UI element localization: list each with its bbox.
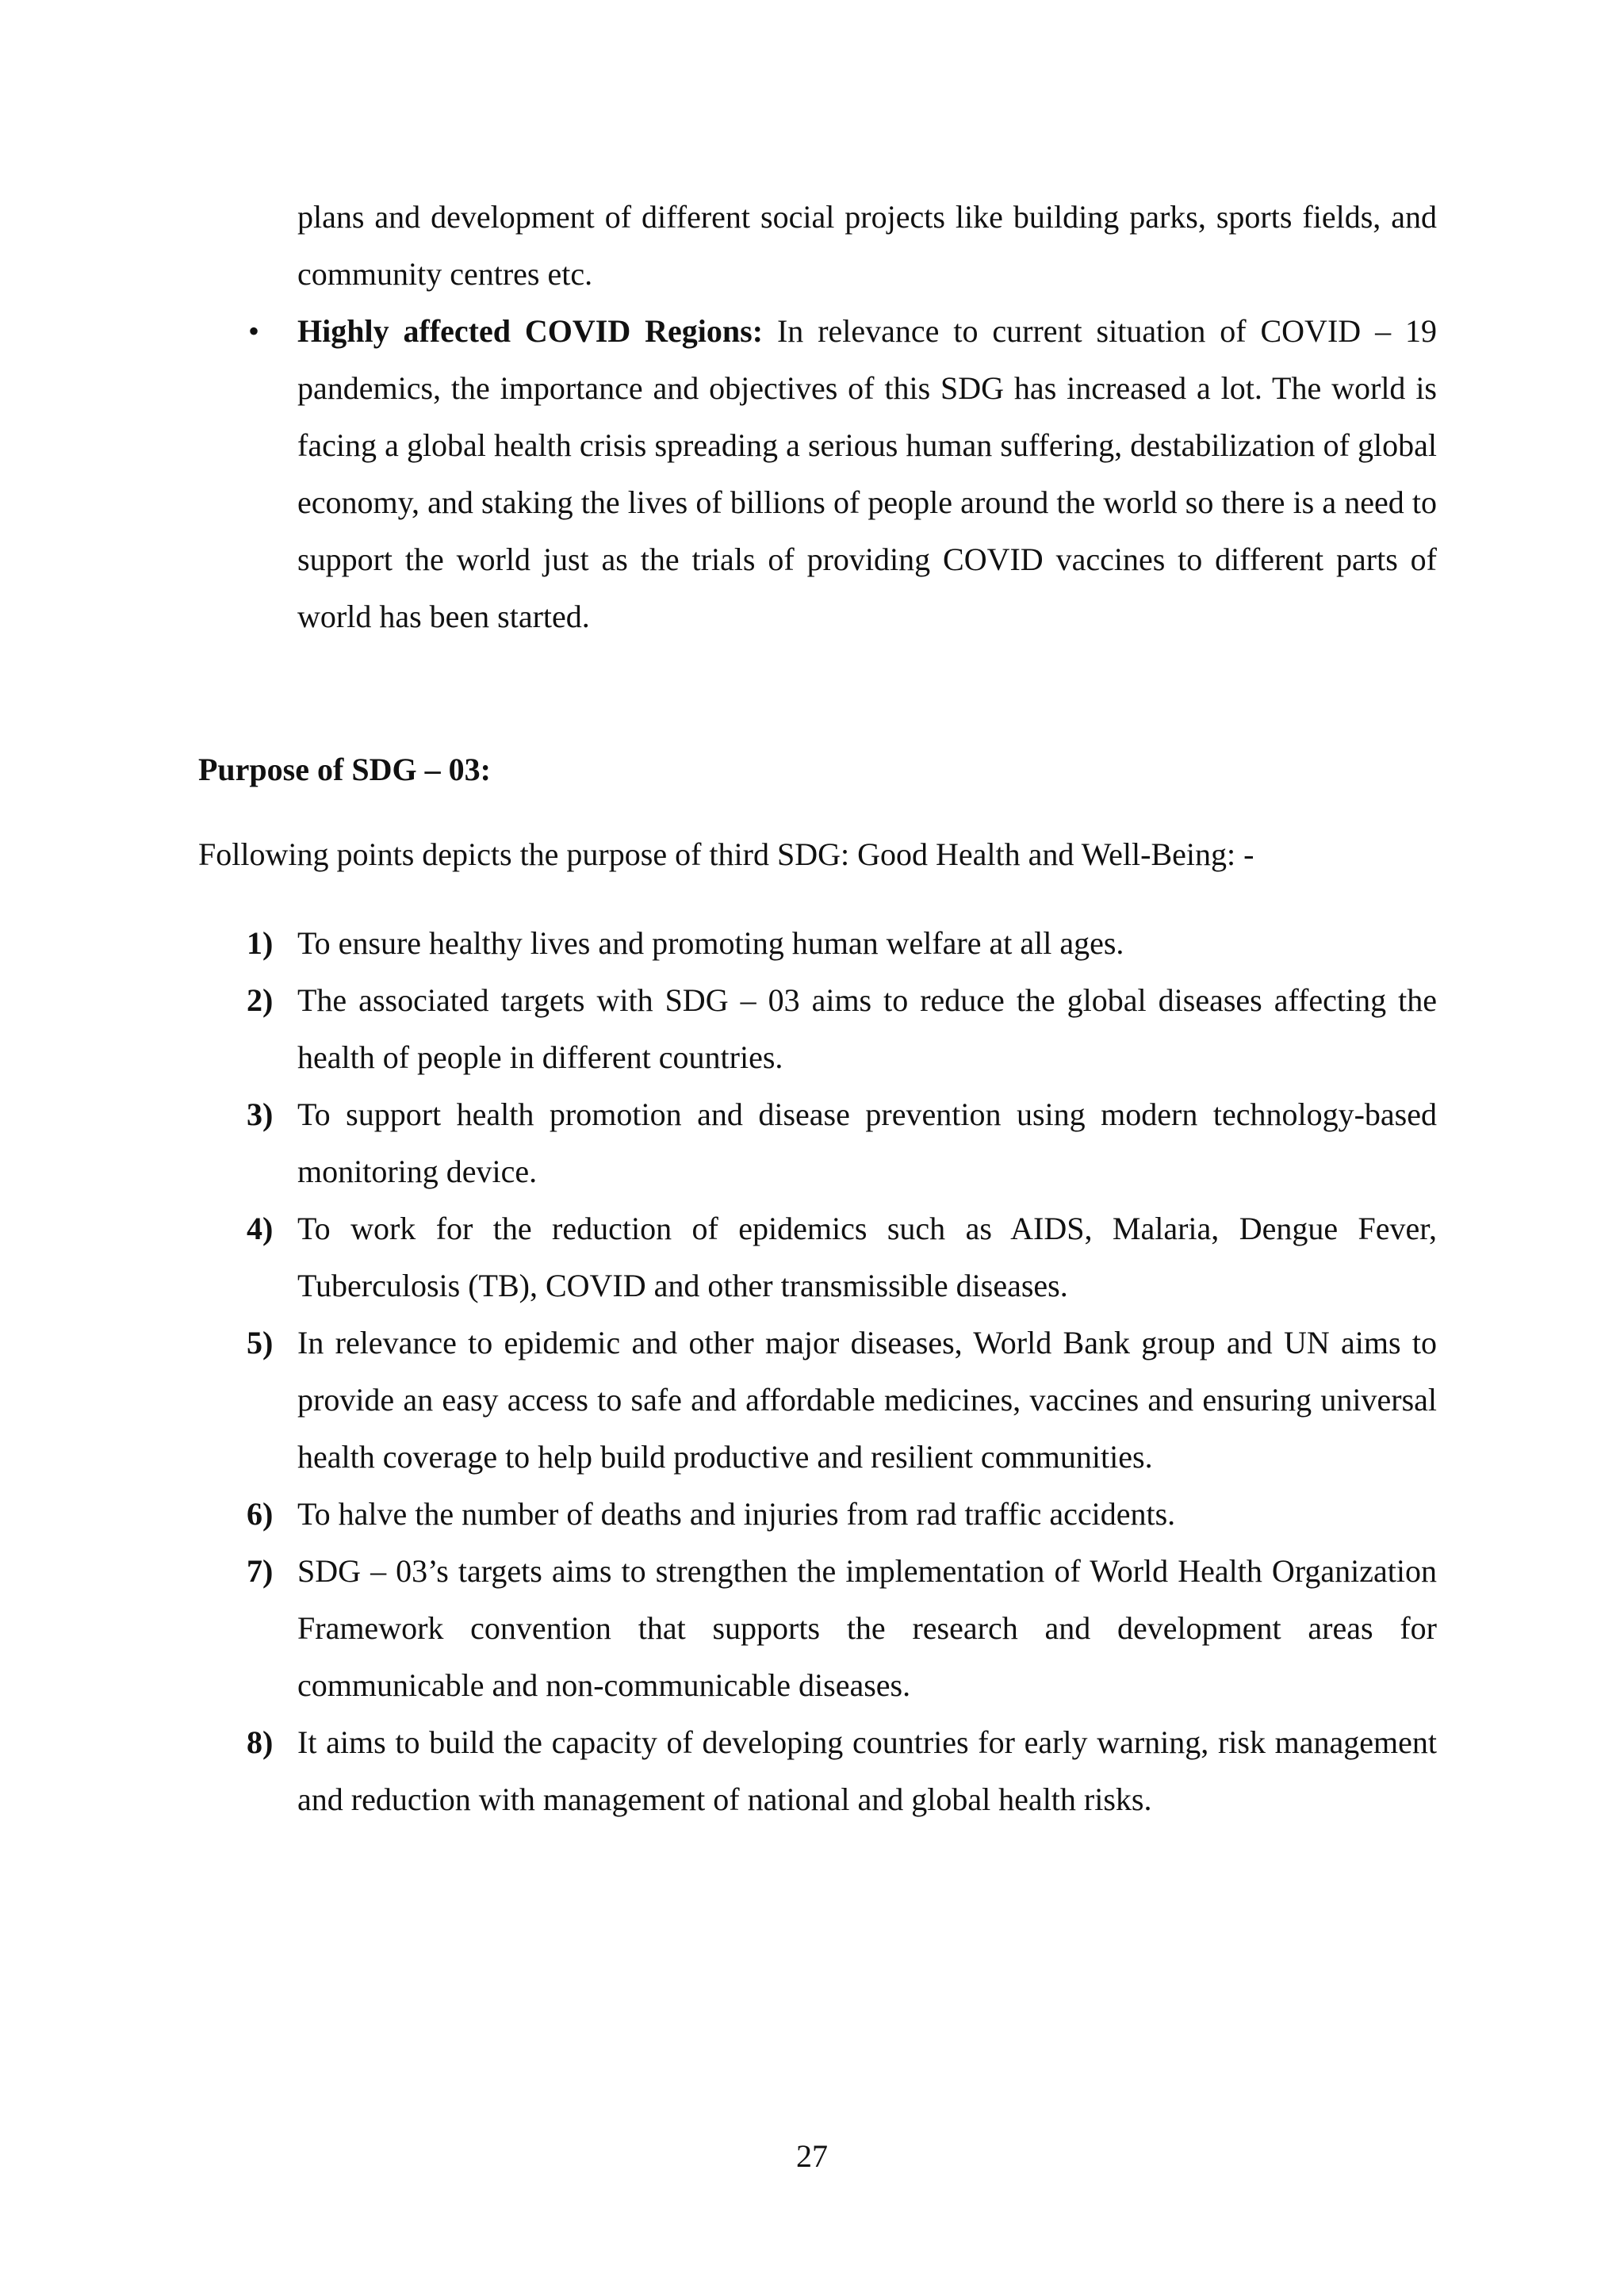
list-item-number: 7) [247,1553,274,1589]
list-item-number: 6) [247,1496,274,1532]
bullet-text: In relevance to current situation of COVID – 19 pandemics, the importance and objectives of this SDG has increased a lot. The world is facing a global health crisis spreading a serious human suffering, destabilization of global economy, and staking the lives of billions of people around the world so there is a need to support the world just as the trials of providing COVID vaccines to different parts of world has been started. [297,313,1437,634]
list-item-number: 4) [247,1211,274,1246]
intro-paragraph: Following points depicts the purpose of third SDG: Good Health and Well-Being: - [198,836,1254,872]
list-item [247,1543,1437,1714]
list-item-text: SDG – 03’s targets aims to strengthen the implementation of World Health Organization Framework convention that supports the research and development areas for communicable and non-communicable diseases. [297,1553,1437,1703]
purpose-list [247,915,1437,1828]
list-item [247,972,1437,1086]
list-item-text: It aims to build the capacity of developing countries for early warning, risk management and reduction with management of national and global health risks. [297,1724,1437,1817]
list-item-number: 8) [247,1724,274,1760]
list-item [247,1714,1437,1828]
list-item-text: To support health promotion and disease prevention using modern technology-based monitoring device. [297,1096,1437,1189]
list-item-number: 1) [247,925,274,961]
list-item [247,915,1437,972]
list-item-number: 2) [247,982,274,1018]
section-heading: Purpose of SDG – 03: [198,752,491,787]
list-item-text: The associated targets with SDG – 03 aims to reduce the global diseases affecting the health of people in different countries. [297,982,1437,1075]
list-item-number: 3) [247,1096,274,1132]
list-item-text: In relevance to epidemic and other major diseases, World Bank group and UN aims to provide an easy access to safe and affordable medicines, vaccines and ensuring universal health coverage to help build productive and resilient communities. [297,1325,1437,1475]
list-item-text: To halve the number of deaths and injuries from rad traffic accidents. [297,1496,1176,1532]
bullet-item [248,303,1437,645]
list-item-text: To work for the reduction of epidemics such as AIDS, Malaria, Dengue Fever, Tuberculosis (TB), COVID and other transmissible diseases. [297,1211,1437,1303]
page-number: 27 [796,2138,828,2174]
bullet-icon: • [248,313,260,349]
list-item-text: To ensure healthy lives and promoting human welfare at all ages. [297,925,1124,961]
bullet-lead: Highly affected COVID Regions: [297,313,764,349]
list-item [247,1200,1437,1314]
list-item [247,1314,1437,1486]
bullet-paragraph [297,303,1437,645]
list-item-number: 5) [247,1325,274,1360]
list-item [247,1486,1437,1543]
list-item [247,1086,1437,1200]
continuation-paragraph: plans and development of different social projects like building parks, sports fields, and community centres etc. [297,199,1437,292]
